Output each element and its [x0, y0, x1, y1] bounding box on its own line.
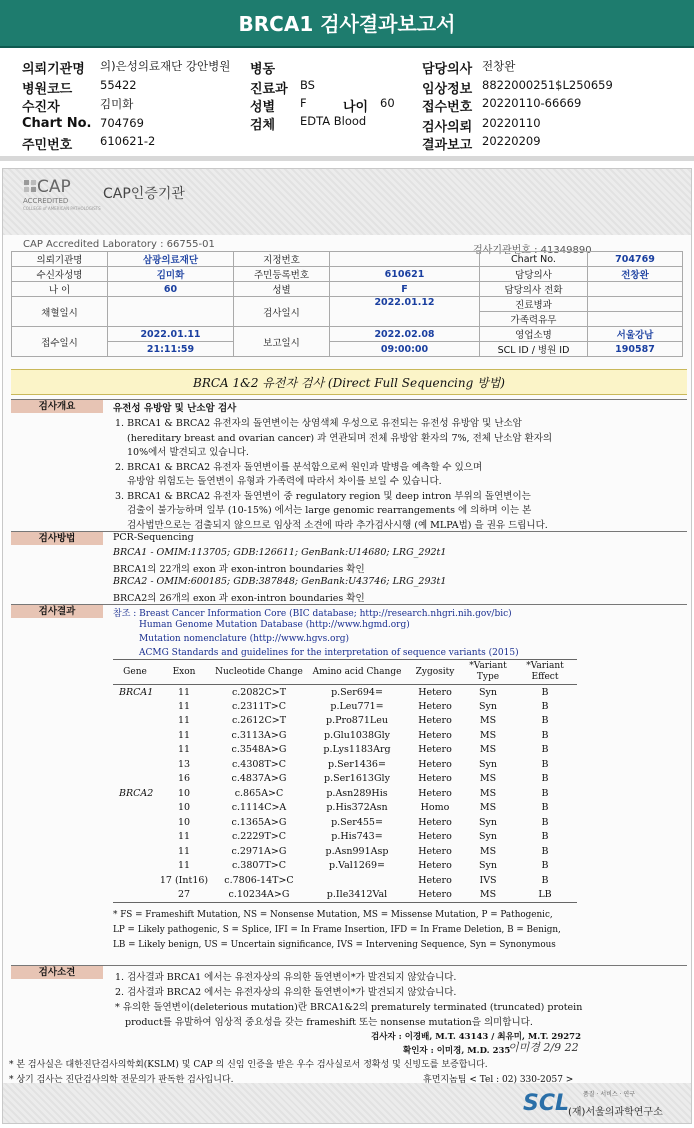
- variant-cell: MS: [479, 787, 497, 799]
- variant-cell: c.1365A>G: [231, 816, 287, 828]
- cell: 2022.01.12: [330, 297, 480, 327]
- cell: Chart No.: [480, 252, 588, 267]
- legend-line: LB = Likely benign, US = Uncertain significance, IVS = Intervening Sequence, Syn = Synonymous: [113, 940, 556, 950]
- cell: 검사일시: [234, 297, 330, 327]
- variant-cell: [113, 714, 157, 729]
- variant-cell: MS: [479, 729, 497, 741]
- label-specimen: 검체: [250, 118, 276, 133]
- variant-cell: p.Ser1613Gly: [324, 773, 390, 785]
- variant-cell: p.Leu771=: [330, 700, 384, 712]
- col-zygosity: Zygosity: [407, 660, 463, 685]
- variant-cell: B: [541, 787, 549, 799]
- cell: 전창완: [588, 267, 683, 282]
- variant-row: [113, 757, 577, 772]
- variant-cell: 10: [177, 802, 191, 814]
- variant-cell: Homo: [420, 802, 450, 814]
- value-clinical-info: 8822000251$L250659: [482, 78, 613, 92]
- label-hospital-code: 병원코드: [22, 82, 73, 97]
- opinion-line: * 유의한 돌연변이(deleterious mutation)란 BRCA1&2의 prematurely terminated (truncated) protein: [115, 1002, 583, 1013]
- label-ward: 병동: [250, 62, 276, 77]
- variant-cell: c.7806-14T>C: [224, 874, 294, 886]
- variant-cell: B: [541, 831, 549, 843]
- variant-cell: MS: [479, 773, 497, 785]
- overview-line: 검사법만으로는 검출되지 않으므로 임상적 소견에 따라 추가검사시행 (예 MLPA법) 을 권유 드립니다.: [127, 520, 548, 531]
- variant-cell: Syn: [479, 860, 497, 872]
- variant-cell: c.2082C>T: [231, 686, 287, 698]
- variant-cell: MS: [463, 888, 513, 903]
- value-department: BS: [300, 78, 315, 92]
- variant-cell: c.2229T>C: [231, 831, 287, 843]
- overview-line: (hereditary breast and ovarian cancer) 과 연관되며 전체 유방암 환자의 7%, 전체 난소암 환자의: [127, 433, 553, 444]
- cell: 보고일시: [234, 327, 330, 357]
- variant-cell: p.Lys1183Arg: [323, 744, 391, 756]
- overview-line: 유방암 위험도는 돌연변이 유형과 가족력에 따라서 차이를 보일 수 있습니다.: [127, 476, 442, 487]
- variant-cell: Hetero: [418, 816, 452, 828]
- label-patient: 수진자: [22, 100, 60, 115]
- variant-row: [113, 772, 577, 787]
- col-exon: Exon: [157, 660, 211, 685]
- variant-row: [113, 888, 577, 903]
- variant-cell: 10: [177, 787, 191, 799]
- cell: 2022.01.11: [108, 327, 234, 342]
- value-hospital-code: 55422: [100, 78, 137, 92]
- variant-cell: BRCA2: [119, 787, 154, 799]
- section-rule: [11, 604, 687, 605]
- patient-info-table: [11, 251, 683, 357]
- variant-cell: B: [541, 744, 549, 756]
- cell: [588, 282, 683, 297]
- overview-line: 검출이 불가능하며 일부 (10-15%) 에서는 large genomic rearrangements 에 의하며 이는 본: [127, 505, 532, 516]
- variant-cell: Syn: [479, 686, 497, 698]
- label-doctor: 담당의사: [422, 62, 473, 77]
- variant-cell: p.His372Asn: [326, 802, 388, 814]
- section-opinion: 검사소견: [11, 966, 103, 979]
- col-variant-effect: *Variant Effect: [513, 660, 577, 685]
- scl-institute-name: (재)서울의과학연구소: [568, 1107, 663, 1118]
- variant-row: [113, 699, 577, 714]
- variant-cell: Hetero: [418, 715, 452, 727]
- variant-cell: Hetero: [418, 787, 452, 799]
- variant-cell: 11: [177, 729, 191, 741]
- overview-line: 1. BRCA1 & BRCA2 유전자의 돌연변이는 상염색체 우성으로 유전되는 유전성 유방암 및 난소암: [115, 418, 522, 429]
- cap-logo-text: CAP: [37, 177, 71, 197]
- value-specimen: EDTA Blood: [300, 114, 367, 128]
- variant-cell: 17 (Int16): [159, 874, 209, 886]
- opinion-line: product를 유발하여 임상적 중요성을 갖는 frameshift 또는 nonsense mutation을 의미합니다.: [125, 1017, 533, 1028]
- variant-cell: c.4308T>C: [231, 758, 287, 770]
- variant-cell: IVS: [479, 874, 497, 886]
- label-clinical-info: 임상정보: [422, 82, 473, 97]
- scl-logo: SCL: [523, 1091, 570, 1116]
- label-request-date: 검사의뢰: [422, 120, 473, 135]
- variant-cell: Hetero: [407, 888, 463, 903]
- variant-cell: p.Ile3412Val: [307, 888, 407, 903]
- cap-accredited-text: ACCREDITED: [23, 197, 69, 205]
- variant-cell: p.Glu1038Gly: [323, 729, 391, 741]
- variant-cell: c.2311T>C: [231, 700, 287, 712]
- variant-cell: [113, 815, 157, 830]
- overview-line: 10%에서 발견되고 있습니다.: [127, 447, 249, 458]
- variant-cell: MS: [479, 715, 497, 727]
- variant-cell: c.10234A>G: [211, 888, 307, 903]
- footer-team: 휴먼지놈팀 < Tel : 02) 330-2057 >: [423, 1075, 574, 1085]
- variant-cell: Hetero: [418, 874, 452, 886]
- variant-cell: Hetero: [418, 744, 452, 756]
- variant-cell: p.Val1269=: [329, 860, 385, 872]
- cap-college-text: COLLEGE of AMERICAN PATHOLOGISTS: [23, 206, 101, 211]
- section-rule: [11, 965, 687, 966]
- variant-cell: 11: [177, 744, 191, 756]
- variant-cell: 11: [177, 845, 191, 857]
- variant-cell: B: [541, 758, 549, 770]
- cell: 접수일시: [12, 327, 108, 357]
- variant-cell: [113, 844, 157, 859]
- cap-mark-icon: [23, 179, 37, 193]
- cell: 704769: [588, 252, 683, 267]
- method-line: BRCA2의 26개의 exon 과 exon-intron boundaries 확인: [113, 593, 365, 604]
- method-line: BRCA1의 22개의 exon 과 exon-intron boundaries 확인: [113, 564, 365, 575]
- variant-row: [113, 743, 577, 758]
- variant-cell: BRCA1: [119, 686, 154, 698]
- overview-title: 유전성 유방암 및 난소암 검사: [113, 403, 237, 414]
- cell: 09:00:00: [330, 342, 480, 357]
- cell: 삼광의료재단: [108, 252, 234, 267]
- cell: [108, 297, 234, 327]
- variant-cell: Hetero: [418, 845, 452, 857]
- reference-line: 참조 : Breast Cancer Information Core (BIC database; http://research.nhgri.nih.gov/bic): [113, 609, 512, 619]
- cell: 성별: [234, 282, 330, 297]
- variant-cell: c.4837A>G: [231, 773, 287, 785]
- scl-tagline: 품질 · 서비스 · 연구: [583, 1091, 636, 1098]
- variant-cell: 27: [157, 888, 211, 903]
- reference-line: ACMG Standards and guidelines for the interpretation of sequence variants (2015): [139, 648, 519, 658]
- cell: 나 이: [12, 282, 108, 297]
- cell: 21:11:59: [108, 342, 234, 357]
- test-banner: BRCA 1&2 유전자 검사 (Direct Full Sequencing 방법): [11, 369, 687, 395]
- col-nucleotide: Nucleotide Change: [211, 660, 307, 685]
- variant-cell: 11: [177, 860, 191, 872]
- cap-logo: [23, 179, 103, 209]
- variant-cell: p.His743=: [331, 831, 383, 843]
- section-method: 검사방법: [11, 532, 103, 545]
- variant-cell: B: [541, 700, 549, 712]
- cell: 주민등록번호: [234, 267, 330, 282]
- variant-cell: Syn: [479, 816, 497, 828]
- variant-row: [113, 859, 577, 874]
- confirmer: 확인자 : 이미경, M.D. 235: [403, 1046, 511, 1056]
- method-line: BRCA1 - OMIM:113705; GDB:126611; GenBank:U14680; LRG_292t1: [113, 547, 447, 558]
- variant-row: [113, 844, 577, 859]
- col-variant-type: *Variant Type: [463, 660, 513, 685]
- variant-row: [113, 786, 577, 801]
- variant-cell: [113, 699, 157, 714]
- divider: [0, 156, 694, 161]
- cell: 190587: [588, 342, 683, 357]
- variant-cell: Syn: [479, 831, 497, 843]
- variant-cell: Hetero: [418, 773, 452, 785]
- signature: 이미경 2/9 22: [508, 1041, 579, 1054]
- variant-row: [113, 873, 577, 888]
- value-doctor: 전창완: [482, 59, 516, 73]
- variant-cell: c.865A>C: [234, 787, 284, 799]
- variant-cell: B: [541, 715, 549, 727]
- variant-row: [113, 815, 577, 830]
- footer-interpretation: * 상기 검사는 진단검사의학 전문의가 판독한 검사입니다.: [9, 1075, 234, 1085]
- overview-line: 3. BRCA1 & BRCA2 유전자 돌연변이 중 regulatory region 및 deep intron 부위의 돌연변이는: [115, 491, 531, 502]
- cell: 진료병과: [480, 297, 588, 312]
- variant-cell: [113, 728, 157, 743]
- cell: 담당의사: [480, 267, 588, 282]
- value-chart-no: 704769: [100, 116, 144, 130]
- col-gene: Gene: [113, 660, 157, 685]
- variant-cell: c.2971A>G: [231, 845, 287, 857]
- label-receipt-no: 접수번호: [422, 100, 473, 115]
- variant-cell: [113, 830, 157, 845]
- reference-line: Mutation nomenclature (http://www.hgvs.org): [139, 634, 350, 644]
- value-requesting-org: 의)은성의료재단 강안병원: [100, 59, 231, 73]
- variant-cell: p.Ser694=: [331, 686, 383, 698]
- cap-certified-label: CAP인증기관: [103, 186, 185, 202]
- method-line: PCR-Sequencing: [113, 532, 194, 543]
- label-requesting-org: 의뢰기관명: [22, 62, 85, 77]
- variant-cell: p.Ser455=: [331, 816, 383, 828]
- cell: [588, 312, 683, 327]
- cap-header: [3, 169, 692, 235]
- value-age: 60: [380, 96, 395, 110]
- agency-number: 검사기관번호 : 41349890: [473, 245, 592, 256]
- lab-accreditation: CAP Accredited Laboratory : 66755-01: [23, 239, 215, 250]
- variant-cell: MS: [479, 845, 497, 857]
- label-sex: 성별: [250, 100, 276, 115]
- cell: 김미화: [108, 267, 234, 282]
- legend-line: * FS = Frameshift Mutation, NS = Nonsense Mutation, MS = Missense Mutation, P = Pathogenic,: [113, 910, 553, 920]
- variant-cell: [307, 873, 407, 888]
- examiners: 검사자 : 이경배, M.T. 43143 / 최유미, M.T. 29272: [371, 1032, 581, 1042]
- scanned-report: [2, 168, 692, 1124]
- value-resident-no: 610621-2: [100, 134, 156, 148]
- col-amino-acid: Amino acid Change: [307, 660, 407, 685]
- variant-cell: [113, 801, 157, 816]
- cell: 가족력유무: [480, 312, 588, 327]
- variant-cell: Hetero: [418, 860, 452, 872]
- variant-cell: Hetero: [418, 686, 452, 698]
- label-report-date: 결과보고: [422, 138, 473, 153]
- cell: 610621: [330, 267, 480, 282]
- variant-cell: p.Asn991Asp: [325, 845, 389, 857]
- variant-cell: [113, 757, 157, 772]
- overview-line: 2. BRCA1 & BRCA2 유전자 돌연변이를 분석함으로써 원인과 발병을 예측할 수 있으며: [115, 462, 483, 473]
- variant-cell: LB: [513, 888, 577, 903]
- variant-row: [113, 801, 577, 816]
- cell: 서울강남: [588, 327, 683, 342]
- variant-cell: c.1114C>A: [231, 802, 287, 814]
- variant-table: [113, 659, 577, 903]
- variant-cell: Hetero: [418, 729, 452, 741]
- label-chart-no: Chart No.: [22, 116, 92, 131]
- variant-cell: 11: [177, 686, 191, 698]
- variant-cell: B: [541, 802, 549, 814]
- cell: 60: [108, 282, 234, 297]
- reference-line: Human Genome Mutation Database (http://www.hgmd.org): [139, 620, 410, 630]
- variant-cell: [113, 772, 157, 787]
- variant-cell: c.3548A>G: [231, 744, 287, 756]
- variant-cell: Syn: [479, 758, 497, 770]
- variant-cell: [113, 873, 157, 888]
- variant-row: [113, 714, 577, 729]
- variant-cell: 11: [177, 831, 191, 843]
- variant-cell: [113, 743, 157, 758]
- footer-band: [3, 1083, 692, 1124]
- cell: [588, 297, 683, 312]
- value-patient: 김미화: [100, 97, 134, 111]
- variant-cell: p.Ser1436=: [328, 758, 386, 770]
- variant-cell: MS: [479, 802, 497, 814]
- cell: 채혈일시: [12, 297, 108, 327]
- cell: 영업소명: [480, 327, 588, 342]
- variant-cell: Hetero: [418, 831, 452, 843]
- value-report-date: 20220209: [482, 134, 541, 148]
- cell: 담당의사 전화: [480, 282, 588, 297]
- report-title: BRCA1 검사결과보고서: [0, 0, 694, 48]
- variant-cell: Hetero: [418, 700, 452, 712]
- cell: F: [330, 282, 480, 297]
- cell: 의뢰기관명: [12, 252, 108, 267]
- footer-certification: * 본 검사실은 대한진단검사의학회(KSLM) 및 CAP 의 신임 인증을 받은 우수 검사실로서 정확성 및 신빙도를 보증합니다.: [9, 1060, 488, 1070]
- variant-cell: 16: [177, 773, 191, 785]
- variant-cell: B: [541, 729, 549, 741]
- variant-cell: 11: [177, 715, 191, 727]
- variant-cell: 13: [177, 758, 191, 770]
- value-sex: F: [300, 96, 307, 110]
- opinion-line: 2. 검사결과 BRCA2 에서는 유전자상의 유의한 돌연변이*가 발견되지 않았습니다.: [115, 987, 457, 998]
- variant-cell: c.2612C>T: [231, 715, 287, 727]
- variant-cell: B: [541, 816, 549, 828]
- variant-cell: [113, 888, 157, 903]
- label-department: 진료과: [250, 82, 288, 97]
- variant-cell: [113, 859, 157, 874]
- variant-cell: Hetero: [418, 758, 452, 770]
- variant-cell: c.3113A>G: [231, 729, 287, 741]
- variant-cell: Syn: [479, 700, 497, 712]
- section-result: 검사결과: [11, 605, 103, 618]
- variant-cell: 10: [177, 816, 191, 828]
- cell: 지정번호: [234, 252, 330, 267]
- cell: 2022.02.08: [330, 327, 480, 342]
- variant-cell: MS: [479, 744, 497, 756]
- cell: [330, 252, 480, 267]
- value-request-date: 20220110: [482, 116, 541, 130]
- variant-cell: B: [541, 773, 549, 785]
- variant-row: [113, 685, 577, 700]
- variant-cell: p.Pro871Leu: [326, 715, 388, 727]
- value-receipt-no: 20220110-66669: [482, 96, 582, 110]
- method-line: BRCA2 - OMIM:600185; GDB:387848; GenBank:U43746; LRG_293t1: [113, 576, 447, 587]
- variant-cell: B: [541, 874, 549, 886]
- variant-cell: c.3807T>C: [231, 860, 287, 872]
- variant-cell: B: [541, 686, 549, 698]
- variant-cell: B: [541, 845, 549, 857]
- section-overview: 검사개요: [11, 400, 103, 413]
- variant-row: [113, 728, 577, 743]
- cell: SCL ID / 병원 ID: [480, 342, 588, 357]
- opinion-line: 1. 검사결과 BRCA1 에서는 유전자상의 유의한 돌연변이*가 발견되지 않았습니다.: [115, 972, 457, 983]
- variant-row: [113, 830, 577, 845]
- legend-line: LP = Likely pathogenic, S = Splice, IFI = In Frame Insertion, IFD = In Frame Deletion, B = Benign,: [113, 925, 561, 935]
- variant-cell: 11: [177, 700, 191, 712]
- variant-cell: p.Asn289His: [326, 787, 388, 799]
- label-resident-no: 주민번호: [22, 138, 73, 153]
- label-age: 나이: [343, 100, 369, 115]
- variant-cell: B: [541, 860, 549, 872]
- cell: 수신자성명: [12, 267, 108, 282]
